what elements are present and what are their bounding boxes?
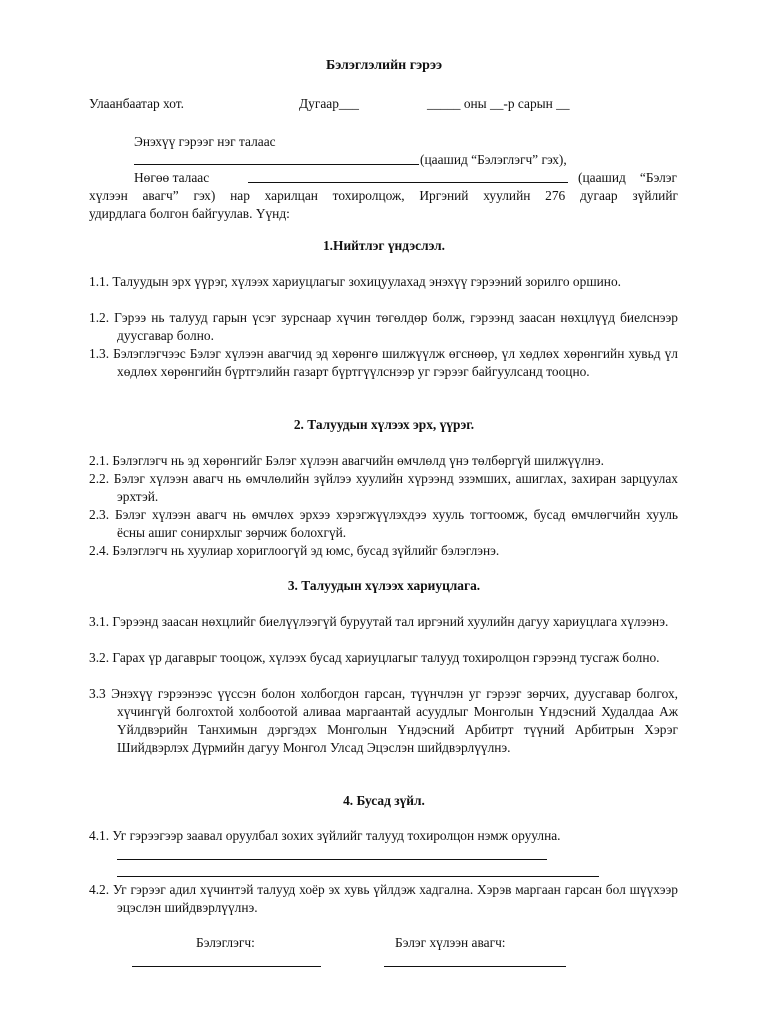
- clause-3-3: 3.3 Энэхүү гэрээнээс үүссэн болон холбогдон гарсан, түүнчлэн уг гэрээг зөрчих, дуусгавар болгох, хүчингүй болгохтой холбоотой аливаа маргаантай асуудлыг Монголын Үндэсний Худалдаа Аж Үйлдвэрийн Танхимын дэргэдэх Монголын Үндэсний Арбитрт түүний Арбитрын Хэрэг Шийдвэрлэх Дүрмийн дагуу Монгол Улсад Эцэслэн шийдвэрлүүлнэ.: [89, 686, 678, 755]
- clause-2-3: 2.3. Бэлэг хүлээн авагч нь өмчлөх эрхээ хэрэгжүүлэхдээ хууль тогтоомж, бусад өмчлөгчийн хууль ёсны ашиг сонирхлыг зөрчиж болохгүй.: [89, 507, 678, 540]
- clause-2-4: 2.4. Бэлэглэгч нь хуулиар хориглоогүй эд юмс, бусад зүйлийг бэлэглэнэ.: [89, 543, 500, 558]
- receiver-name-blank[interactable]: [248, 182, 568, 183]
- additional-terms-blank-2[interactable]: [117, 876, 599, 877]
- signature-receiver-label: Бэлэг хүлээн авагч:: [395, 935, 506, 950]
- clause-1-3: 1.3. Бэлэглэгчээс Бэлэг хүлээн авагчид эд хөрөнгө шилжүүлж өгснөөр, үл хөдлөх хөрөнгийн хувьд үл хөдлөх хөрөнгийн бүртгэлийн газарт бүртгүүлснээр уг гэрээг байгуулсанд тооцно.: [89, 346, 678, 379]
- intro-line-4: хүлээн авагч” гэх) нар харилцан тохиролцож, Иргэний хуулийн 276 дугаар зүйлийг: [89, 188, 678, 203]
- signature-giver-line[interactable]: [132, 966, 321, 967]
- clause-4-2: 4.2. Уг гэрээг адил хүчинтэй талууд хоёр эх хувь үйлдэж хадгална. Хэрэв маргаан гарсан бол шүүхээр эцэслэн шийдвэрлүүлнэ.: [89, 882, 678, 915]
- header-number: Дугаар___: [299, 96, 359, 111]
- clause-2-2: 2.2. Бэлэг хүлээн авагч нь өмчлөлийн зүйлээ хуулийн хүрээнд эзэмших, ашиглах, захиран зарцуулах эрхтэй.: [89, 471, 678, 504]
- signature-giver-label: Бэлэглэгч:: [196, 935, 255, 950]
- signature-receiver-line[interactable]: [384, 966, 566, 967]
- clause-3-2: 3.2. Гарах үр дагаврыг тооцож, хүлээх бусад хариуцлагыг талууд тохиролцон гэрээнд тусгаж болно.: [89, 650, 660, 665]
- header-city: Улаанбаатар хот.: [89, 96, 184, 111]
- clause-4-1: 4.1. Уг гэрээгээр заавал оруулбал зохих зүйлийг талууд тохиролцон нэмж оруулна.: [89, 828, 561, 843]
- intro-line-3-suffix: (цаашид “Бэлэг: [578, 170, 677, 185]
- intro-line-3-prefix: Нөгөө талаас: [134, 170, 210, 185]
- clause-3-1: 3.1. Гэрээнд заасан нөхцлийг биелүүлээгүй буруутай тал иргэний хуулийн дагуу хариуцлага хүлээнэ.: [89, 614, 669, 629]
- clause-1-2: 1.2. Гэрээ нь талууд гарын үсэг зурснаар хүчин төгөлдөр болж, гэрээнд заасан нөхцлүүд биелснээр дуусгавар болно.: [89, 310, 678, 343]
- section-4-heading: 4. Бусад зүйл.: [343, 793, 425, 808]
- section-2-heading: 2. Талуудын хүлээх эрх, үүрэг.: [293, 417, 475, 432]
- intro-line-5: удирдлага болгон байгуулав. Үүнд:: [89, 206, 290, 221]
- intro-line-1: Энэхүү гэрээг нэг талаас: [134, 134, 276, 149]
- section-3-heading: 3. Талуудын хүлээх хариуцлага.: [287, 578, 481, 593]
- section-1-heading: 1.Нийтлэг үндэслэл.: [322, 238, 446, 253]
- header-date: _____ оны __-р сарын __: [427, 96, 570, 111]
- clause-1-1: 1.1. Талуудын эрх үүрэг, хүлээх хариуцлагыг зохицуулахад энэхүү гэрээний зорилго оршино.: [89, 274, 622, 289]
- intro-line-2-suffix: (цаашид “Бэлэглэгч” гэх),: [420, 152, 567, 167]
- clause-2-1: 2.1. Бэлэглэгч нь эд хөрөнгийг Бэлэг хүлээн авагчийн өмчлөлд үнэ төлбөргүй шилжүүлнэ.: [89, 453, 604, 468]
- additional-terms-blank-1[interactable]: [117, 859, 547, 860]
- document-title: Бэлэглэлийн гэрээ: [325, 58, 443, 73]
- giver-name-blank[interactable]: [134, 164, 419, 165]
